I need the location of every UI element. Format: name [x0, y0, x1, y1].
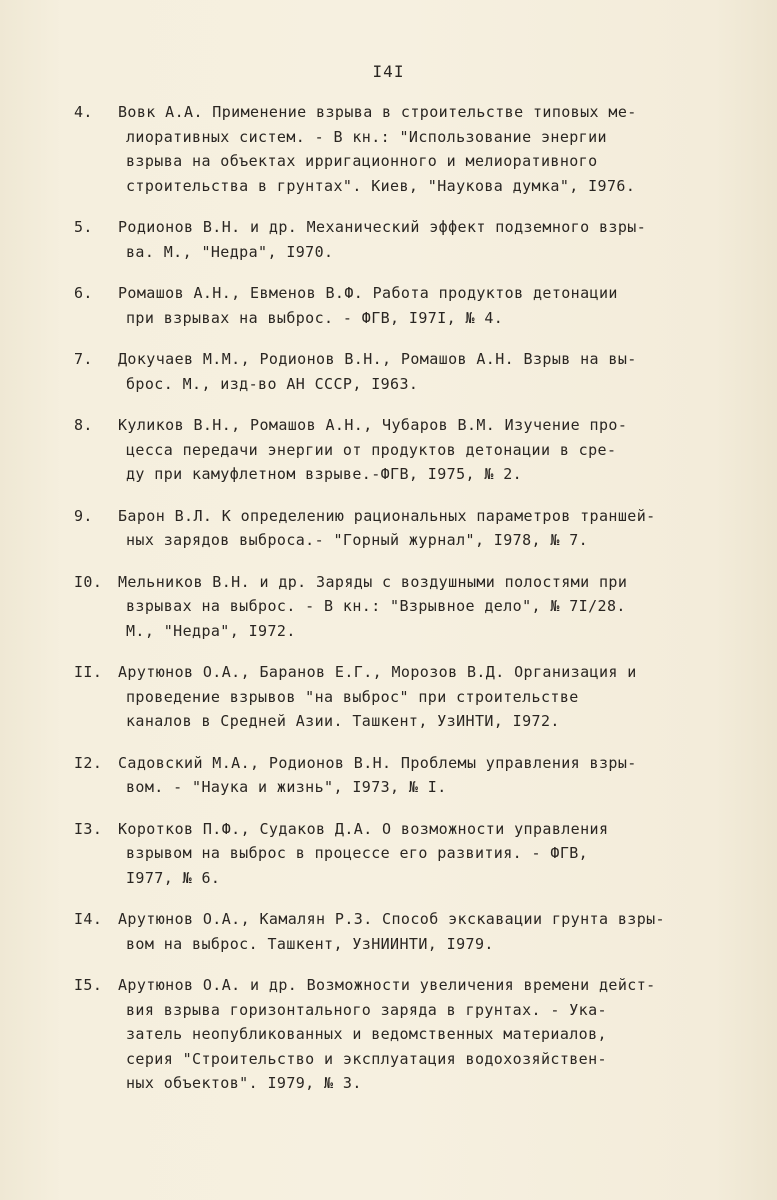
- reference-line: проведение взрывов "на выброс" при строительстве: [126, 687, 579, 706]
- reference-line: Ромашов А.Н., Евменов В.Ф. Работа продуктов детонации: [118, 284, 618, 302]
- reference-item: [74, 281, 714, 330]
- reference-item: [74, 413, 714, 487]
- reference-number: I3.: [74, 819, 103, 838]
- reference-number: II.: [74, 663, 103, 681]
- reference-number: 8.: [74, 416, 93, 434]
- reference-item: [74, 570, 714, 644]
- reference-line: Куликов В.Н., Ромашов А.Н., Чубаров В.М. Изучение про-: [118, 416, 628, 434]
- reference-line: лиоративных систем. - В кн.: "Использование энергии: [126, 127, 607, 146]
- reference-number: I2.: [74, 753, 103, 772]
- page-number: I4I: [372, 62, 405, 81]
- reference-item: [74, 973, 714, 1096]
- reference-line: взрывом на выброс в процессе его развития. - ФГВ,: [126, 844, 589, 862]
- reference-line: взрыва на объектах ирригационного и мелиоративного: [126, 152, 598, 170]
- reference-line: при взрывах на выброс. - ФГВ, I97I, № 4.: [126, 308, 504, 327]
- reference-number: 7.: [74, 350, 93, 368]
- reference-line: серия "Строительство и эксплуатация водохозяйствен-: [126, 1049, 607, 1068]
- reference-line: Садовский М.А., Родионов В.Н. Проблемы управления взры-: [118, 753, 637, 772]
- reference-line: строительства в грунтах". Киев, "Наукова думка", I976.: [126, 176, 636, 195]
- reference-line: Барон В.Л. К определению рациональных параметров траншей-: [118, 506, 656, 525]
- reference-line: вия взрыва горизонтального заряда в грунтах. - Ука-: [126, 1000, 607, 1019]
- reference-line: ва. М., "Недра", I970.: [126, 242, 334, 261]
- reference-line: ду при камуфлетном взрыве.-ФГВ, I975, № 2.: [126, 465, 523, 483]
- reference-line: Мельников В.Н. и др. Заряды с воздушными полостями при: [118, 572, 628, 591]
- reference-line: брос. М., изд-во АН СССР, I963.: [126, 374, 419, 393]
- reference-item: [74, 751, 714, 800]
- reference-line: Арутюнов О.А., Баранов Е.Г., Морозов В.Д. Организация и: [118, 663, 637, 681]
- reference-item: [74, 215, 714, 264]
- reference-line: Арутюнов О.А. и др. Возможности увеличения времени дейст-: [118, 976, 656, 994]
- reference-line: цесса передачи энергии от продуктов детонации в сре-: [126, 440, 617, 459]
- reference-number: I4.: [74, 910, 103, 928]
- reference-line: ных зарядов выброса.- "Горный журнал", I978, № 7.: [126, 531, 589, 549]
- reference-line: I977, № 6.: [126, 868, 221, 887]
- reference-line: М., "Недра", I972.: [126, 621, 296, 640]
- reference-number: I0.: [74, 572, 103, 591]
- reference-line: каналов в Средней Азии. Ташкент, УзИНТИ, I972.: [126, 712, 560, 730]
- reference-number: I5.: [74, 976, 103, 994]
- reference-item: [74, 817, 714, 891]
- reference-item: [74, 100, 714, 198]
- reference-item: [74, 504, 714, 553]
- reference-line: затель неопубликованных и ведомственных материалов,: [126, 1025, 607, 1043]
- reference-number: 5.: [74, 218, 93, 236]
- reference-line: Арутюнов О.А., Камалян Р.З. Способ экскавации грунта взры-: [118, 910, 665, 928]
- reference-number: 9.: [74, 506, 93, 525]
- reference-line: ных объектов". I979, № 3.: [126, 1074, 362, 1092]
- reference-item: [74, 347, 714, 396]
- reference-list: [74, 100, 714, 1113]
- reference-line: вом. - "Наука и жизнь", I973, № I.: [126, 778, 447, 796]
- reference-number: 6.: [74, 284, 93, 302]
- reference-item: [74, 907, 714, 956]
- reference-item: [74, 660, 714, 734]
- reference-line: Родионов В.Н. и др. Механический эффект подземного взры-: [118, 218, 647, 236]
- reference-line: вом на выброс. Ташкент, УзНИИНТИ, I979.: [126, 934, 494, 953]
- reference-line: Коротков П.Ф., Судаков Д.А. О возможности управления: [118, 819, 609, 838]
- reference-number: 4.: [74, 103, 93, 121]
- reference-line: Докучаев М.М., Родионов В.Н., Ромашов А.Н. Взрыв на вы-: [118, 350, 637, 368]
- reference-line: взрывах на выброс. - В кн.: "Взрывное дело", № 7I/28.: [126, 597, 626, 615]
- reference-line: Вовк А.А. Применение взрыва в строительстве типовых ме-: [118, 103, 637, 121]
